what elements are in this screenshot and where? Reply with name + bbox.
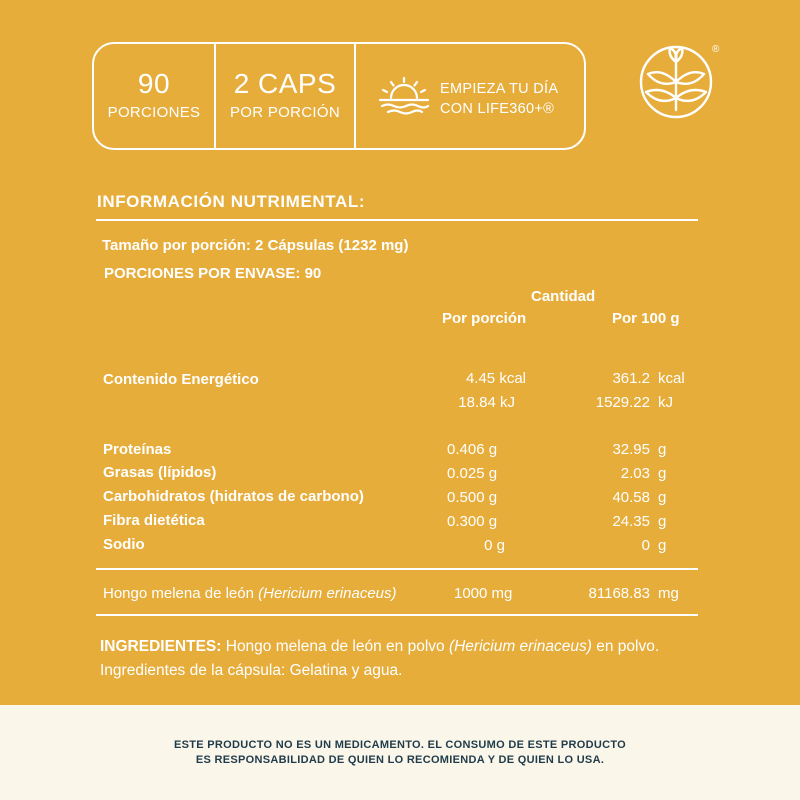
title-rule — [96, 219, 698, 221]
column-group-header: Cantidad — [531, 288, 596, 305]
nutrient-serving: 0.025 g — [447, 465, 498, 482]
serving-summary-box — [92, 42, 586, 150]
sunrise-icon — [378, 76, 430, 116]
slogan-line-2: CON LIFE360+® — [440, 101, 555, 117]
nutrient-label: Grasas (lípidos) — [103, 464, 217, 481]
nutrient-per100: 32.95 — [612, 441, 650, 458]
energy-kcal-serving: 4.45 kcal — [465, 370, 526, 387]
plant-logo-icon — [638, 44, 714, 120]
column-header-per-serving: Por porción — [442, 310, 527, 327]
slogan-line-1: EMPIEZA TU DÍA — [440, 81, 559, 97]
registered-mark: ® — [712, 44, 720, 55]
nutrient-serving: 0.406 g — [447, 441, 498, 458]
servings-label: PORCIONES — [107, 104, 201, 121]
nutrient-label: Fibra dietética — [103, 512, 205, 529]
nutrient-per100: 2.03 — [620, 465, 650, 482]
nutrient-label: Carbohidratos (hidratos de carbono) — [103, 488, 364, 505]
nutrient-unit: g — [658, 441, 667, 458]
nutrient-label: Proteínas — [103, 441, 172, 458]
section-rule — [96, 614, 698, 616]
servings-segment — [94, 44, 214, 148]
active-ingredient-serving: 1000 mg — [454, 585, 513, 602]
slogan — [440, 79, 558, 119]
caps-number: 2 CAPS — [233, 68, 337, 99]
disclaimer-line-1: ESTE PRODUCTO NO ES UN MEDICAMENTO. EL CONSUMO DE ESTE PRODUCTO — [173, 739, 627, 751]
servings-per-container: PORCIONES POR ENVASE: 90 — [104, 265, 322, 282]
caps-label: POR PORCIÓN — [230, 104, 340, 121]
ingredients-text: Hongo melena de león en polvo — [221, 638, 449, 655]
nutrient-per100: 24.35 — [612, 513, 650, 530]
ingredients-line-1 — [100, 638, 659, 656]
nutrient-serving: 0 g — [484, 537, 505, 554]
energy-kj-serving: 18.84 kJ — [458, 394, 515, 411]
nutrient-per100: 40.58 — [612, 489, 650, 506]
energy-label: Contenido Energético — [103, 371, 259, 388]
energy-kj-100g: 1529.22 — [595, 394, 650, 411]
disclaimer-footer — [0, 705, 800, 800]
ingredients-line-2: Ingredientes de la cápsula: Gelatina y agua. — [100, 662, 403, 679]
nutrient-unit: g — [658, 537, 667, 554]
active-ingredient-label — [103, 585, 397, 602]
nutrient-unit: g — [658, 489, 667, 506]
nutrient-per100: 0 — [641, 537, 650, 554]
section-rule — [96, 568, 698, 570]
ingredients-heading: INGREDIENTES: — [100, 638, 222, 655]
active-ingredient-scientific: (Hericium erinaceus) — [258, 585, 397, 602]
caps-segment — [216, 44, 354, 148]
nutrient-unit: g — [658, 465, 667, 482]
disclaimer-line-2: ES RESPONSABILIDAD DE QUIEN LO RECOMIENDA Y DE QUIEN LO USA. — [195, 754, 605, 766]
column-header-per-100g: Por 100 g — [612, 310, 680, 327]
energy-kj-unit: kJ — [658, 394, 673, 411]
nutrient-unit: g — [658, 513, 667, 530]
nutrient-label: Sodio — [103, 536, 145, 553]
serving-size: Tamaño por porción: 2 Cápsulas (1232 mg) — [102, 237, 409, 254]
active-ingredient-name: Hongo melena de león — [103, 585, 259, 602]
energy-kcal-100g: 361.2 — [612, 370, 650, 387]
ingredients-text-end: en polvo. — [591, 638, 660, 655]
slogan-segment — [356, 44, 584, 148]
servings-number: 90 — [137, 68, 171, 99]
active-ingredient-per100: 81168.83 — [588, 585, 650, 602]
nutrient-serving: 0.300 g — [447, 513, 498, 530]
active-ingredient-unit: mg — [658, 585, 679, 602]
nutrient-serving: 0.500 g — [447, 489, 498, 506]
energy-kcal-unit: kcal — [658, 370, 685, 387]
panel-title: INFORMACIÓN NUTRIMENTAL: — [97, 192, 366, 211]
ingredients-scientific: (Hericium erinaceus) — [448, 638, 592, 655]
